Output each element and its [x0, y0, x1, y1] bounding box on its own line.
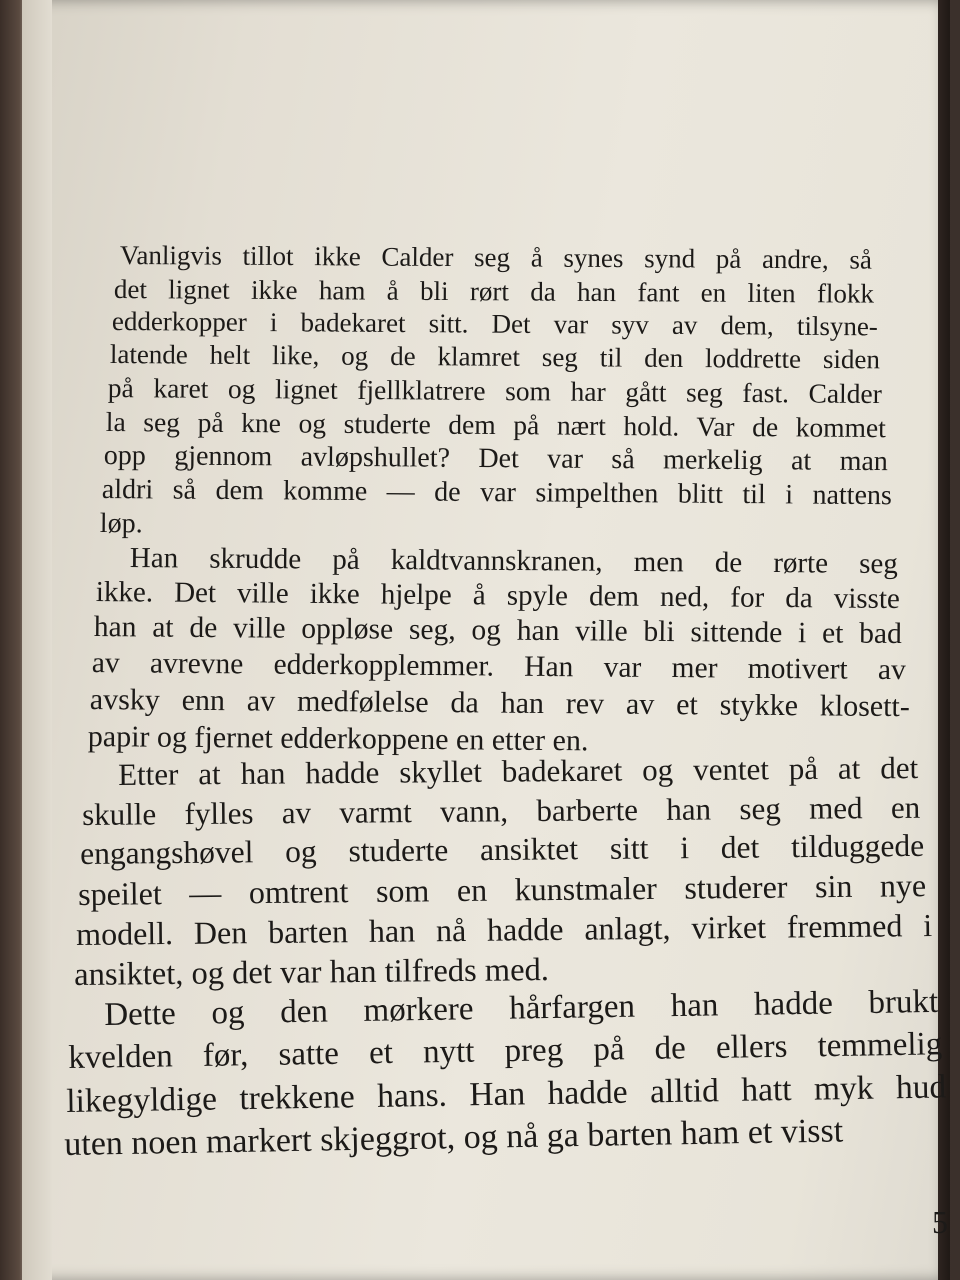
text-line: Dette og den mørkere hårfargen han hadde brukt	[104, 983, 939, 1033]
text-line: Vanligvis tillot ikke Calder seg å synes synd på andre, så	[119, 240, 872, 275]
page-gutter	[22, 0, 52, 1280]
text-line: det lignet ikke ham å bli rørt da han fant en liten flokk	[113, 274, 874, 309]
text-line: av avrevne edderkopplemmer. Han var mer motivert av	[91, 647, 906, 687]
text-line: speilet — omtrent som en kunstmaler studerer sin nye	[78, 867, 927, 912]
text-line: uten noen markert skjeggrot, og nå ga barten ham et visst	[64, 1112, 844, 1163]
text-line: latende helt like, og de klamret seg til den loddrette siden	[109, 339, 880, 375]
page-number: 5	[932, 1204, 948, 1240]
text-line: han at de ville oppløse seg, og han ville bli sittende i et bad	[93, 611, 902, 651]
text-line: ikke. Det ville ikke hjelpe å spyle dem ned, for da visste	[95, 576, 900, 616]
text-line: engangshøvel og studerte ansiktet sitt i det tilduggede	[80, 827, 925, 871]
text-line: likegyldige trekkene hans. Han hadde alltid hatt myk hud	[66, 1068, 947, 1120]
text-line: opp gjennom avløpshullet? Det var så merkelig at man	[103, 440, 888, 478]
text-line: kvelden før, satte et nytt preg på de ellers temmelig	[68, 1026, 943, 1076]
text-line: avsky enn av medfølelse da han rev av et stykke klosett-	[89, 683, 910, 724]
text-line: modell. Den barten han nå hadde anlagt, virket fremmed i	[76, 907, 933, 952]
text-line: Etter at han hadde skyllet badekaret og ventet på at det	[118, 750, 919, 792]
text-line: la seg på kne og studerte dem på nært hold. Var de kommet	[105, 406, 886, 444]
text-line: løp.	[99, 508, 143, 540]
text-line: aldri så dem komme — de var simpelthen blitt til i nattens	[101, 474, 892, 512]
text-line: på karet og lignet fjellklatrere som har gått seg fast. Calder	[107, 372, 882, 410]
text-line: skulle fylles av varmt vann, barberte han seg med en	[82, 789, 921, 832]
text-line: ansiktet, og det var han tilfreds med.	[74, 952, 550, 993]
text-line: edderkopper i badekaret sitt. Det var syv av dem, tilsyne-	[111, 306, 878, 342]
text-line: Han skrudde på kaldtvannskranen, men de rørte seg	[129, 542, 898, 581]
text-line: papir og fjernet edderkoppene en etter en.	[87, 720, 589, 758]
